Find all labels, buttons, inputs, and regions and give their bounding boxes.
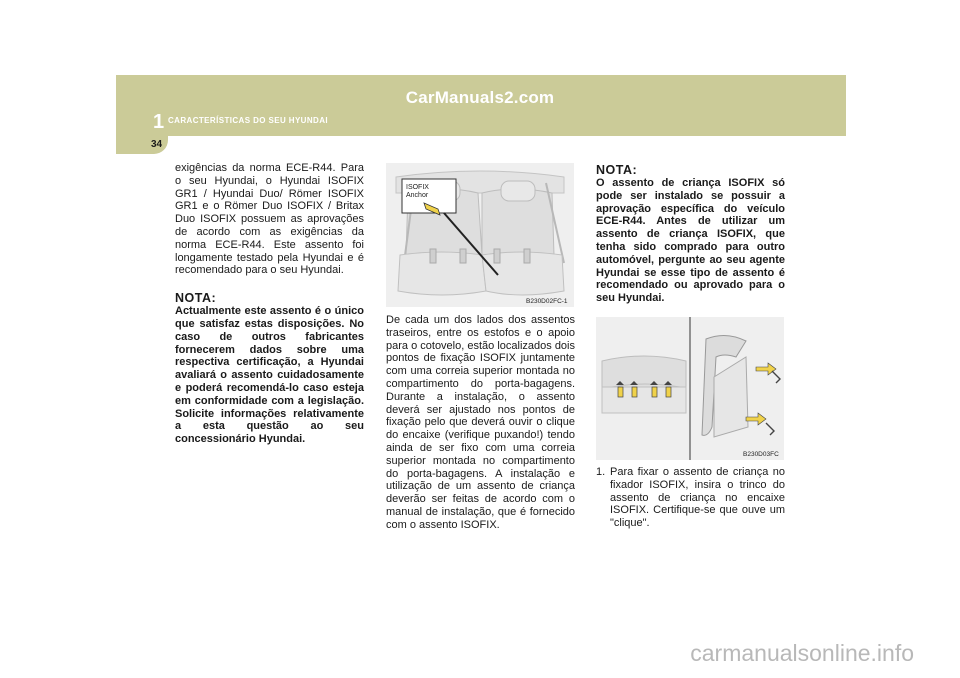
anchor-paragraph: De cada um dos lados dos assentos traseiros, entre os estofos e o apoio para o cotovelo, estão localizados dois pontos de fixação ISOFIX juntamente com uma correia superior montada no compartimento do porta-bagagens. Durante a instalação, o assento deverá ser ajustado nos pontos de fixação pelo que deverá ouvir o clique do encaixe (verifique puxando!) tendo ainda de ser fixo com uma correia superior montada no compartimento do porta-bagagens. A instalação e utilização de um assento de criança deverão ser feitas de acordo com o manual de instalação, que é fornecido com o assento ISOFIX.: [386, 314, 575, 531]
step-text: Para fixar o assento de criança no fixador ISOFIX, insira o trinco do assento de criança no encaixe ISOFIX. Certifique-se que ouve um "clique".: [610, 466, 785, 530]
column-3: [596, 163, 785, 343]
column-2: [386, 314, 575, 532]
footer-watermark[interactable]: carmanualsonline.info: [690, 640, 914, 666]
site-link[interactable]: CarManuals2.com: [405, 88, 555, 107]
isofix-label-line2: Anchor: [406, 192, 429, 199]
note-title-2: NOTA:: [596, 163, 638, 177]
note-title: NOTA:: [175, 291, 217, 306]
step-number: 1.: [596, 466, 606, 478]
column-1: [175, 162, 364, 446]
isofix-label-line1: ISOFIX: [406, 184, 429, 191]
note-text: Actualmente este assento é o único que satisfaz estas disposições. No caso de outros fabricantes fornecerem dados sobre uma respectiva certificação, a Hyundai avaliará o assento cuidadosamente e poderá recomendá-lo caso esteja em conformidade com a legislação. Solicite informações relativamente a esta questão ao seu concessionário Hyundai.: [175, 305, 364, 446]
isofix-anchor-figure: [386, 163, 574, 307]
figure-code-2: B230D03FC: [743, 451, 779, 458]
page-number: 34: [151, 139, 163, 150]
isofix-attach-figure: [596, 317, 784, 460]
section-title: CARACTERÍSTICAS DO SEU HYUNDAI: [168, 116, 329, 125]
rear-seat-illustration: [386, 163, 574, 307]
figure-code-1: B230D02FC-1: [526, 298, 568, 305]
note-text-2: O assento de criança ISOFIX só pode ser instalado se possuir a aprovação específica do veículo ECE-R44. Antes de utilizar um assento de criança ISOFIX, que tenha sido comprado para outro automóvel, pergunte ao seu agente Hyundai se esse tipo de assento é recomendado ou aprovado para o seu Hyundai.: [596, 177, 785, 305]
list-item: [596, 466, 785, 530]
column-3-steps: [596, 466, 785, 530]
section-number: 1: [153, 111, 165, 133]
attach-illustration: [596, 317, 784, 460]
intro-paragraph: exigências da norma ECE-R44. Para o seu Hyundai, o Hyundai ISOFIX GR1 / Hyundai Duo/ Römer ISOFIX GR1 e o Römer Duo ISOFIX / Britax Duo ISOFIX possuem as aprovações de acordo com as exigências da norma ECE-R44. Este assento foi longamente testado pela Hyundai e é recomendado para o seu Hyundai.: [175, 162, 364, 277]
